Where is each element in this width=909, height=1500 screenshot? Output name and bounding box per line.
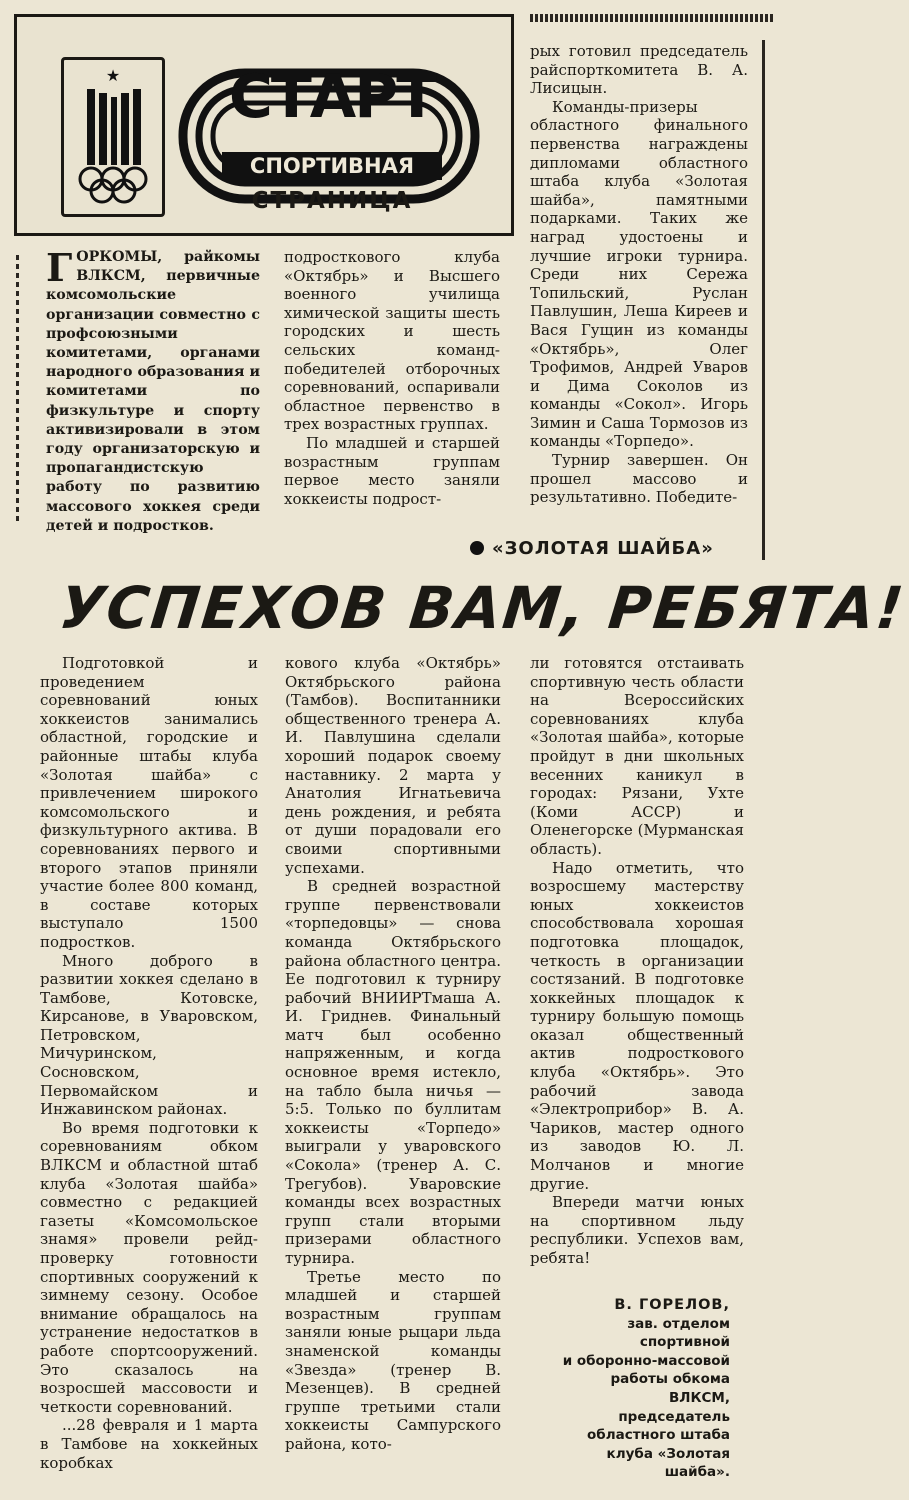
article-column-2 — [285, 654, 501, 1454]
paragraph: В средней возрастной группе первенствовали «торпедовцы» — снова команда Октябрьского района областного центра. Ее подготовил к турниру рабочий ВНИИРТмаша А. И. Гриднев. Финальный матч был особенно напряженным, и когда основное время истекло, на табло была ничья — 5:5. Только по буллитам хоккеисты «Торпедо» выиграли у уваровского «Сокола» (тренер А. С. Трегубов). Уваровские команды всех возрастных групп стали вторыми призерами областного турнира. — [285, 877, 501, 1267]
paragraph: Подготовкой и проведением соревнований юных хоккеистов занимались областной, городские и районные штабы клуба «Золотая шайба» с привлечением широкого комсомольского и физкультурного актива. В соревнованиях первого и второго этапов приняли участие более 800 команд, в составе которых выступало 1500 подростков. — [40, 654, 258, 951]
author-title-line: спортивной — [639, 1334, 730, 1351]
article-column-3 — [530, 654, 744, 1268]
author-title-line: ВЛКСМ, — [668, 1389, 730, 1406]
bullet-icon — [470, 541, 484, 555]
author-title-line: клуба «Золотая — [606, 1445, 730, 1462]
svg-text:★: ★ — [105, 66, 121, 85]
author-title-line: и оборонно-массовой — [562, 1352, 730, 1369]
top-middle-column — [284, 248, 500, 508]
paragraph: Команды-призеры областного финального первенства награждены дипломами областного штаба клуба «Золотая шайба», памятными подарками. Таких же наград удостоены и лучшие игроки турнира. Среди них Сережа Топильский, Руслан Павлушин, Леша Киреев и Вася Гущин из команды «Октябрь», Олег Трофимов, Андрей Уваров и Дима Соколов из команды «Сокол». Игорь Зимин и Саша Тормозов из команды «Торпедо». — [530, 97, 748, 451]
top-right-column — [530, 42, 748, 507]
intro-column — [46, 245, 260, 536]
masthead-title: СТАРТ — [228, 62, 436, 132]
drop-cap: Г — [46, 245, 73, 290]
paragraph: Много доброго в развитии хоккея сделано в Тамбове, Котовске, Кирсанове, в Уваровском, Петровском, Мичуринском, Сосновском, Первомайском и Инжавинском районах. — [40, 951, 258, 1119]
intro-text: ОРКОМЫ, райкомы ВЛКСМ, первичные комсомольские организации совместно с профсоюзными комитетами, органами народного образования и комитетами по физкультуре и спорту активизировали в этом году организаторскую и пропагандистскую работу по развитию массового хоккея среди детей и подростков. — [46, 249, 260, 534]
rubric — [470, 538, 714, 559]
author-signature — [530, 1296, 730, 1482]
author-title-line: председатель — [618, 1408, 730, 1425]
paragraph: Во время подготовки к соревнованиям обком ВЛКСМ и областной штаб клуба «Золотая шайба» совместно с редакцией газеты «Комсомольское знамя» провели рейд-проверку готовности спортивных сооружений к зимнему сезону. Особое внимание обращалось на устранение недостатков в работе спортсооружений. Это сказалось на возросшей массовости и четкости соревнований. — [40, 1118, 258, 1416]
masthead — [14, 14, 514, 236]
author-name: В. ГОРЕЛОВ, — [614, 1297, 730, 1313]
decorative-rule — [530, 14, 773, 22]
column-divider — [762, 40, 765, 560]
paragraph: ...28 февраля и 1 марта в Тамбове на хоккейных коробках — [40, 1416, 258, 1472]
olympic-emblem-icon — [61, 57, 165, 217]
paragraph: Третье место по младшей и старшей возрастным группам заняли юные рыцари льда знаменской команды «Звезда» (тренер В. Мезенцев). В средней группе третьими стали хоккеисты Сампурского района, кото- — [285, 1267, 501, 1453]
paragraph: По младшей и старшей возрастным группам первое место заняли хоккеисты подрост- — [284, 433, 500, 508]
author-title-line: работы обкома — [610, 1371, 730, 1388]
paragraph: Надо отметить, что возросшему мастерству юных хоккеистов способствовала хорошая подготовка площадок, четкость в организации состязаний. В подготовке хоккейных площадок к турниру большую помощь оказал общественный актив подросткового клуба «Октябрь». Это рабочий завода «Электроприбор» В. А. Чариков, мастер одного из заводов Ю. Л. Молчанов и многие другие. — [530, 858, 744, 1193]
rubric-label: «ЗОЛОТАЯ ШАЙБА» — [492, 538, 714, 559]
paragraph: кового клуба «Октябрь» Октябрьского района (Тамбов). Воспитанники общественного тренера А. И. Павлушина сделали хороший подарок своему наставнику. 2 марта у Анатолия Игнатьевича день рождения, и ребята от души порадовали его своими спортивными успехами. — [285, 654, 501, 877]
masthead-subtitle: СПОРТИВНАЯ — [222, 152, 442, 180]
author-title-line: областного штаба — [587, 1427, 730, 1444]
author-title-line: шайба». — [664, 1464, 730, 1481]
article-headline: УСПЕХОВ ВАМ, РЕБЯТА! — [56, 574, 909, 642]
paragraph: Турнир завершен. Он прошел массово и результативно. Победите- — [530, 451, 748, 507]
paragraph: подросткового клуба «Октябрь» и Высшего военного училища химической защиты шесть городских и шесть сельских команд-победителей отборочных соревнований, оспаривали областное первенство в трех возрастных группах. — [284, 248, 500, 434]
paragraph: ли готовятся отстаивать спортивную честь области на Всероссийских соревнованиях клуба «Золотая шайба», которые пройдут в дни школьных весенних каникул в городах: Рязани, Ухте (Коми АССР) и Оленегорске (Мурманская область). — [530, 654, 744, 858]
paragraph: рых готовил председатель райспорткомитета В. А. Лисицын. — [530, 42, 748, 98]
article-column-1 — [40, 654, 258, 1472]
author-title-line: зав. отделом — [627, 1315, 730, 1332]
masthead-subtitle-2: СТРАНИЦА — [251, 188, 413, 214]
intro-side-rule — [16, 255, 19, 525]
paragraph: Впереди матчи юных на спортивном льду республики. Успехов вам, ребята! — [530, 1193, 744, 1267]
